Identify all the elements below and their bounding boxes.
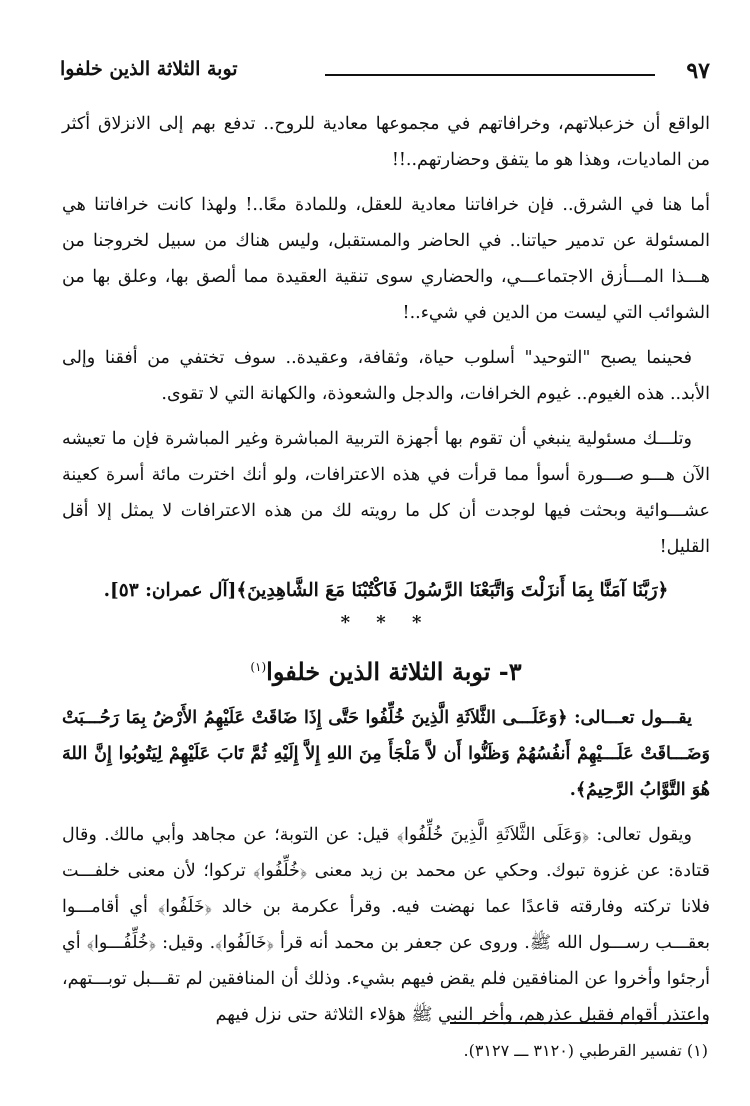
paragraph-5: يقـــول تعـــالى: ﴿وَعَلَـــى الثَّلاَثَةِ الَّذِينَ خُلِّفُوا حَتَّى إِذَا ضَاقَتْ عَلَيْهِمُ الأَرْضُ بِمَا رَحُـــبَتْ وَضَـــاقَتْ عَلَـــيْهِمْ أَنفُسُهُمْ وَظَنُّوا أَن لاَّ مَلْجَأَ مِنَ اللهِ إِلاَّ إِلَيْهِ ثُمَّ تَابَ عَلَيْهِمْ لِيَتُوبُوا إِنَّ اللهَ هُوَ التَّوَّابُ الرَّحِيمُ﴾. <box>62 708 710 800</box>
page-number: ٩٧ <box>686 58 710 84</box>
page-header <box>60 58 710 88</box>
paragraph-3: فحينما يصبح "التوحيد" أسلوب حياة، وثقافة، وعقيدة.. سوف تختفي من أفقنا وإلى الأبد.. هذه الغيوم.. غيوم الخرافات، والدجل والشعوذة، والكهانة التي لا تقوى. <box>62 348 710 404</box>
running-title: توبة الثلاثة الذين خلفوا <box>60 58 238 80</box>
paragraph-4: وتلـــك مسئولية ينبغي أن تقوم بها أجهزة التربية المباشرة وغير المباشرة فإن ما تعيشه الآن هـــو صـــورة أسوأ مما قرأت في هذه الاعترافات، ولو أنك اخترت مائة أسرة كعينة عشـــوائية وبحثت فيها لوجدت أن كل ما رويته لك من هذه الاعترافات لا يمثل إلا أقل القليل! <box>62 429 710 557</box>
paragraph-6: ويقول تعالى: ﴿وَعَلَى الثَّلاَثَةِ الَّذِينَ خُلِّفُوا﴾ قيل: عن التوبة؛ عن مجاهد وأبي مالك. وقال قتادة: عن غزوة تبوك. وحكي عن محمد بن زيد معنى ﴿خُلِّفُوا﴾ تركوا؛ لأن معنى خلفـــت فلانا تركته وفارقته قاعدًا عما نهضت فيه. وقرأ عكرمة بن خالد ﴿خَلَفُوا﴾ أي أقامـــوا بعقـــب رســـول الله ﷺ. وروى عن جعفر بن محمد أنه قرأ ﴿خَالَفُوا﴾. وقيل: ﴿خُلِّفُـــوا﴾ أي أرجئوا وأخروا عن المنافقين فلم يقض فيهم بشيء. وذلك أن المنافقين لم تقـــبل توبـــتهم، واعتذر أقوام فقبل عذرهم، وأخر النبي ﷺ هؤلاء الثلاثة حتى نزل فيهم <box>62 825 710 1025</box>
section-title-text: ٣- توبة الثلاثة الذين خلفوا <box>266 657 522 686</box>
paragraph-2: أما هنا في الشرق.. فإن خرافاتنا معادية للعقل، وللمادة معًا..! ولهذا كانت خرافاتنا هي المسئولة عن تدمير حياتنا.. في الحاضر والمستقبل، وليس هناك من سبيل لخروجنا من هـــذا المـــأزق الاجتماعـــي، والحضاري سوى تنقية العقيدة مما ألصق بها، وعلق بها من الشوائب التي ليست من الدين في شيء..! <box>62 195 710 323</box>
quran-verse: ﴿رَبَّنَا آمَنَّا بِمَا أَنزَلْتَ وَاتَّبَعْنَا الرَّسُولَ فَاكْتُبْنَا مَعَ الشَّاهِدِينَ﴾[آل عمران: ٥٣]. <box>103 580 669 601</box>
section-separator: * * * <box>340 612 432 633</box>
body-text <box>62 106 710 1042</box>
paragraph-1: الواقع أن خزعبلاتهم، وخرافاتهم في مجموعها معادية للروح.. تدفع بهم إلى الانزلاق أكثر من الماديات، وهذا هو ما يتفق وحضارتهم..!! <box>62 114 710 170</box>
header-rule <box>325 74 655 76</box>
footnote: (١) تفسير القرطبي (٣١٢٠ ـــ ٣١٢٧). <box>463 1041 708 1060</box>
footnote-marker: (١) <box>250 660 267 674</box>
footnote-rule <box>450 1022 708 1024</box>
section-title <box>62 647 710 692</box>
